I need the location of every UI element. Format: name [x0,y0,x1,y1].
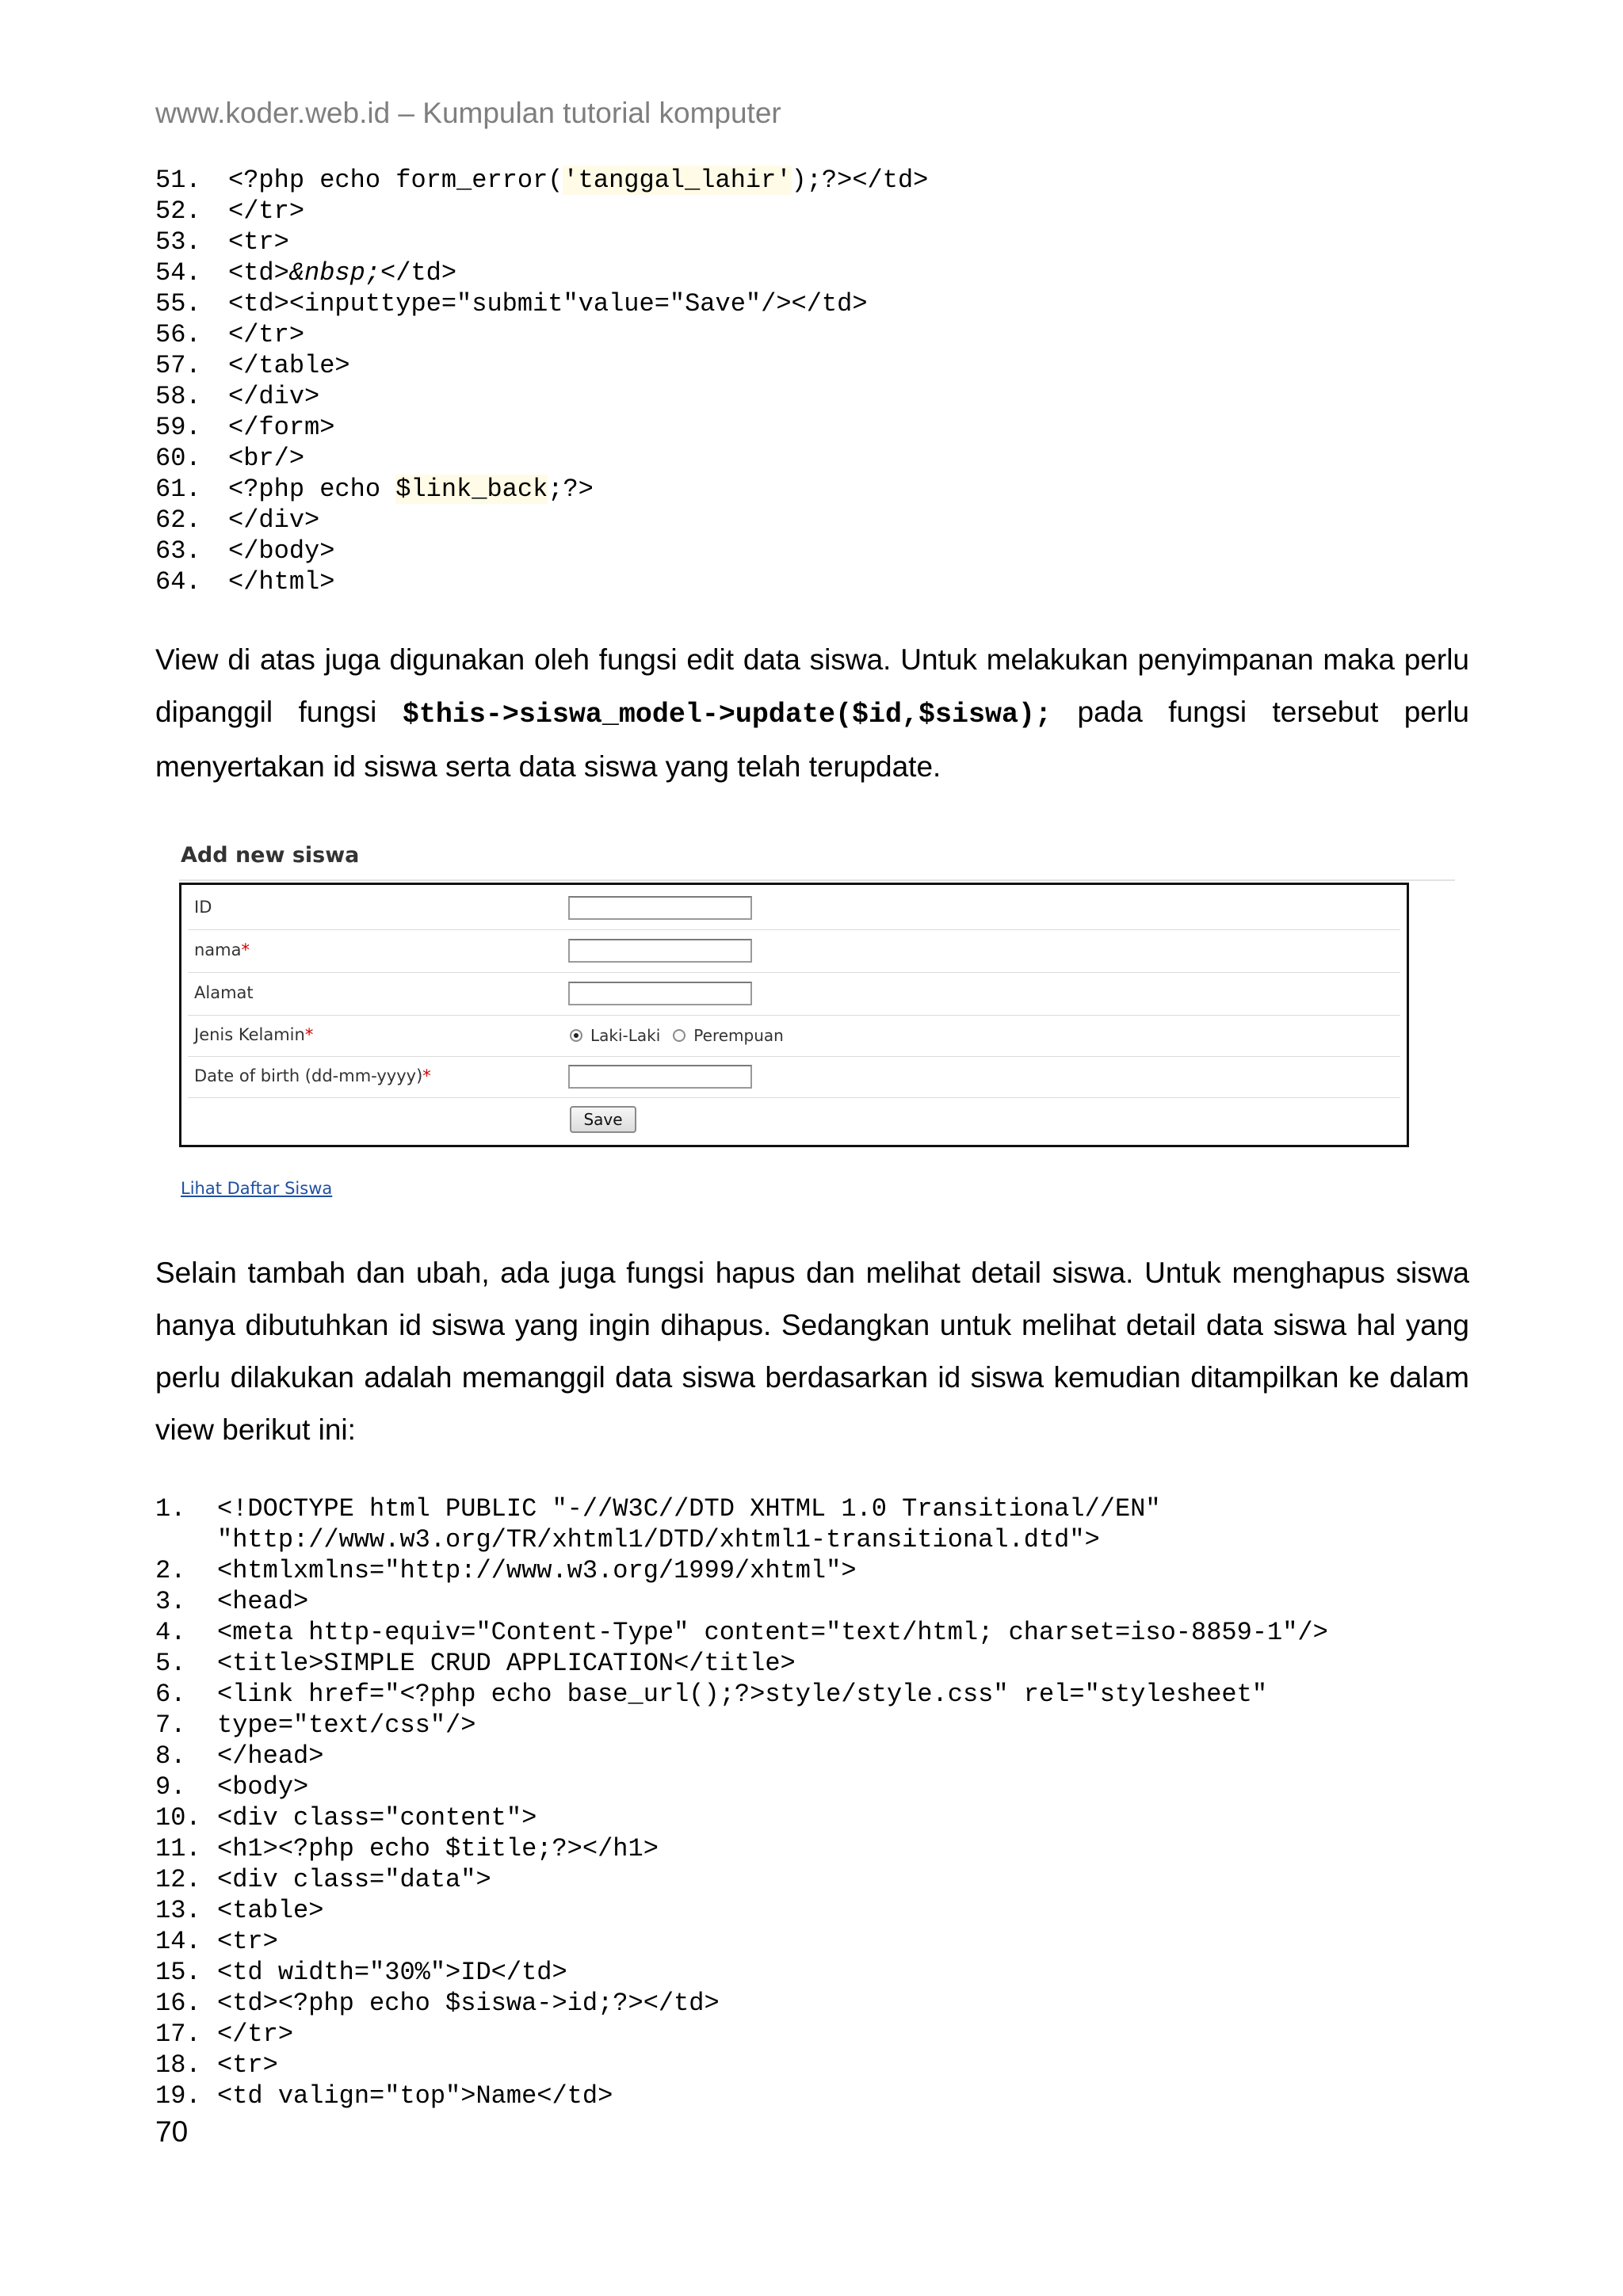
line-number: 17. [155,2019,201,2049]
text-input[interactable] [568,939,752,963]
line-number: 60. [155,444,201,473]
required-mark: * [304,1025,314,1044]
code-line [155,381,928,412]
line-number: 62. [155,505,201,535]
code-line [155,1926,1564,1957]
code-token: <br/> [228,444,305,473]
code-text [228,350,350,381]
line-number: 11. [155,1834,201,1863]
code-line [155,1957,1564,1988]
code-line [155,1493,1564,1555]
line-number: 52. [155,196,201,226]
line-number: 9. [155,1772,186,1802]
code-listing-2 [155,1493,1564,2111]
code-text: </tr> [217,2019,294,2049]
line-number: 13. [155,1896,201,1925]
code-line [155,319,928,350]
code-text [228,412,334,443]
code-text: <td width="30%">ID</td> [217,1958,567,1987]
code-text [228,566,334,597]
code-token: <?php echo [228,475,396,504]
lihat-daftar-siswa-link[interactable]: Lihat Daftar Siswa [181,1179,333,1198]
code-line [155,1895,1564,1926]
radio-label: Laki-Laki [590,1026,661,1045]
code-line [155,443,928,474]
code-line [155,412,928,443]
page-number: 70 [155,2115,189,2148]
code-token: <td> [228,258,289,288]
code-line [155,288,928,319]
code-line [155,1648,1564,1679]
line-number: 64. [155,567,201,597]
line-number: 55. [155,289,201,318]
code-text [228,505,319,536]
code-line [155,566,928,597]
code-text: <div class="content"> [217,1803,537,1833]
code-token: <td><inputtype="submit"value="Save"/></td> [228,289,868,318]
code-token: </td> [380,258,457,288]
code-line [155,1555,1564,1586]
code-token: );?></td> [791,166,929,195]
field-label-text: Date of birth (dd-mm-yyyy) [194,1066,423,1085]
line-number: 15. [155,1958,201,1987]
code-text [228,474,594,505]
field-label [194,898,212,917]
code-text: <link href="<?php echo base_url();?>style/style.css" rel="stylesheet" [217,1680,1268,1709]
line-number: 59. [155,413,201,442]
code-token: <tr> [228,227,289,257]
code-line [155,2081,1564,2111]
paragraph-text-before: View di atas juga digunakan oleh fungsi edit data siswa. Untuk melakukan penyimpanan maka perlu dipanggil fungsi [155,643,1469,728]
code-token: <?php echo form_error( [228,166,563,195]
code-line [155,1802,1564,1833]
code-line [155,2050,1564,2081]
save-button[interactable]: Save [570,1106,636,1133]
code-text [228,257,456,288]
code-text: </head> [217,1741,324,1771]
code-token: </div> [228,505,320,535]
code-token: </form> [228,413,335,442]
line-number: 61. [155,475,201,504]
code-text [228,381,319,412]
code-text: <!DOCTYPE html PUBLIC "-//W3C//DTD XHTML 1.0 Transitional//EN" "http://www.w3.org/TR/xhtml1/DTD/xhtml1-transitional.dtd"> [217,1494,1161,1554]
inline-code-update: $this->siswa_model->update($id,$siswa); [402,699,1052,730]
code-token: </tr> [228,196,305,226]
code-text: type="text/css"/> [217,1711,476,1740]
line-number: 5. [155,1649,186,1678]
code-text: <meta http-equiv="Content-Type" content="text/html; charset=iso-8859-1"/> [217,1618,1328,1647]
code-string: 'tanggal_lahir' [563,166,792,195]
code-token: </table> [228,351,350,380]
text-input[interactable] [568,1065,752,1089]
code-text: <tr> [217,2050,278,2080]
code-line [155,257,928,288]
paragraph-edit-explanation [155,634,1469,793]
code-line [155,196,928,227]
code-text [228,196,304,227]
code-line [155,1617,1564,1648]
form-row [188,887,1400,930]
code-line [155,1586,1564,1617]
line-number: 57. [155,351,201,380]
code-text [228,319,304,350]
code-line [155,1988,1564,2019]
line-number: 54. [155,258,201,288]
form-row [188,1015,1400,1057]
text-input[interactable] [568,982,752,1005]
code-text: <htmlxmlns="http://www.w3.org/1999/xhtml"> [217,1556,857,1585]
code-token: </body> [228,536,335,566]
radio-button[interactable] [673,1029,685,1042]
line-number: 12. [155,1865,201,1894]
code-line [155,536,928,566]
line-number: 2. [155,1556,186,1585]
line-number: 4. [155,1618,186,1647]
code-text [228,227,289,257]
field-label-text: Jenis Kelamin [194,1025,305,1044]
form-row [188,1056,1400,1098]
gender-radio-group [570,1026,784,1045]
field-label [194,940,250,959]
line-number: 63. [155,536,201,566]
code-line [155,1772,1564,1802]
radio-button[interactable] [570,1029,582,1042]
field-label-text: Alamat [194,983,254,1002]
code-text: <td><?php echo $siswa->id;?></td> [217,1989,720,2018]
radio-label: Perempuan [693,1026,784,1045]
code-token: </tr> [228,320,305,349]
code-token: </html> [228,567,335,597]
line-number: 8. [155,1741,186,1771]
add-siswa-form [179,883,1409,1147]
required-mark: * [241,940,250,959]
code-line [155,350,928,381]
code-line [155,1833,1564,1864]
line-number: 14. [155,1927,201,1956]
code-text: <div class="data"> [217,1865,491,1894]
code-text: <table> [217,1896,324,1925]
code-line [155,1741,1564,1772]
code-token: ;?> [548,475,594,504]
code-entity: &nbsp; [288,258,381,288]
code-string: $link_back [395,475,548,504]
line-number: 6. [155,1680,186,1709]
required-mark: * [422,1066,431,1085]
line-number: 1. [155,1494,186,1524]
code-token: </div> [228,382,320,411]
form-row [188,972,1400,1016]
line-number: 53. [155,227,201,257]
code-text: <body> [217,1772,309,1802]
line-number: 16. [155,1989,201,2018]
code-text: <tr> [217,1927,278,1956]
code-text: <h1><?php echo $title;?></h1> [217,1834,659,1863]
code-line [155,165,928,196]
title-divider [179,879,1455,881]
code-text [228,165,928,196]
running-header: www.koder.web.id – Kumpulan tutorial komputer [155,97,781,129]
code-line [155,1864,1564,1895]
code-text: <head> [217,1587,309,1616]
field-label [194,1066,431,1085]
line-number: 18. [155,2050,201,2080]
paragraph-detail-explanation: Selain tambah dan ubah, ada juga fungsi hapus dan melihat detail siswa. Untuk menghapus siswa hanya dibutuhkan id siswa yang ingin dihapus. Sedangkan untuk melihat detail data siswa hal yang perlu dilakukan adalah memanggil data siswa berdasarkan id siswa kemudian ditampilkan ke dalam view berikut ini: [155,1257,1469,1446]
code-text [228,443,304,474]
line-number: 51. [155,166,201,195]
code-text [228,288,868,319]
form-screenshot [179,843,1455,1199]
code-line [155,227,928,257]
form-row [188,1097,1400,1142]
field-label [194,1025,313,1044]
form-row [188,929,1400,973]
code-line [155,1710,1564,1741]
code-listing-1 [155,165,928,597]
form-title: Add new siswa [181,843,360,868]
line-number: 3. [155,1587,186,1616]
field-label-text: nama [194,940,242,959]
code-text: <td valign="top">Name</td> [217,2081,613,2111]
line-number: 7. [155,1711,186,1740]
line-number: 56. [155,320,201,349]
code-text [228,536,334,566]
field-label [194,983,254,1002]
line-number: 19. [155,2081,201,2111]
text-input[interactable] [568,896,752,920]
code-line [155,2019,1564,2050]
paragraph-text-after: pada fungsi tersebut perlu menyertakan id siswa serta data siswa yang telah terupdate. [155,696,1469,783]
line-number: 10. [155,1803,201,1833]
code-line [155,505,928,536]
code-line [155,1679,1564,1710]
code-line [155,474,928,505]
field-label-text: ID [194,898,212,917]
code-text: <title>SIMPLE CRUD APPLICATION</title> [217,1649,796,1678]
line-number: 58. [155,382,201,411]
